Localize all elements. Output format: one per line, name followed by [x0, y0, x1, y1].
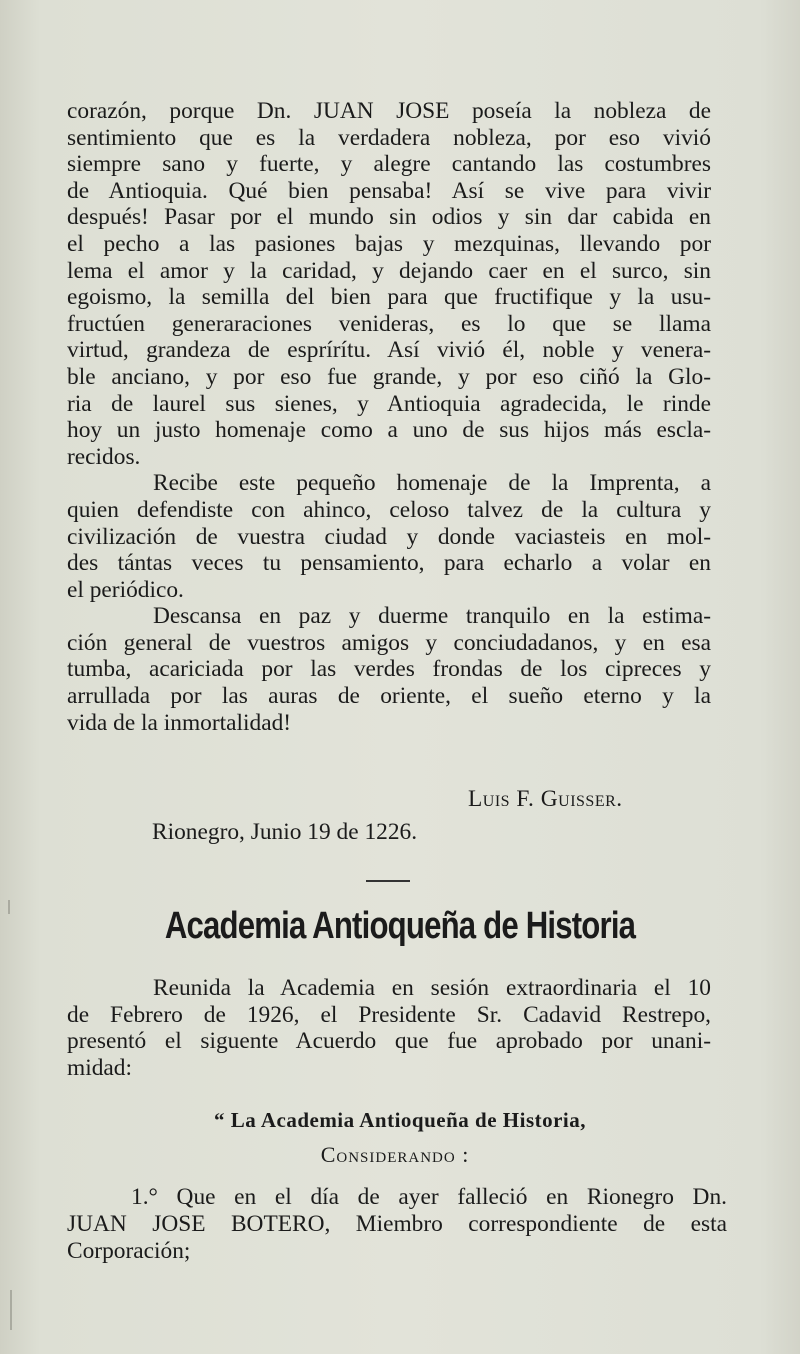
- text-line: hoy un justo homenaje como a uno de sus hijos más escla-: [67, 417, 711, 444]
- section-heading: Academia Antioqueña de Historia: [164, 905, 636, 947]
- text-line: arrullada por las auras de oriente, el sueño eterno y la: [67, 683, 711, 710]
- text-line: civilización de vuestra ciudad y donde vaciasteis en mol-: [67, 523, 711, 550]
- text-line: sentimiento que es la verdadera nobleza, por eso vivió: [67, 124, 711, 151]
- text-line: midad:: [67, 1054, 132, 1081]
- text-line: de Antioquia. Qué bien pensaba! Así se vive para vivir: [67, 177, 711, 204]
- text-line: recidos.: [67, 443, 141, 470]
- text-line: el pecho a las pasiones bajas y mezquinas, llevando por: [67, 230, 711, 257]
- text-line: virtud, grandeza de esprírítu. Así vivió él, noble y venera-: [67, 337, 711, 364]
- clause-body: [67, 1184, 727, 1265]
- section-body: [67, 975, 711, 1081]
- text-line: Corporación;: [67, 1238, 191, 1264]
- text-line: quien defendiste con ahinco, celoso talvez de la cultura y: [67, 496, 711, 523]
- author-signature: Luis F. Guisser.: [468, 786, 623, 812]
- text-line: Descansa en paz y duerme tranquilo en la estima-: [153, 603, 711, 630]
- text-line: después! Pasar por el mundo sin odios y sin dar cabida en: [67, 204, 711, 231]
- text-line: tumba, acariciada por las verdes frondas de los cipreces y: [67, 656, 711, 683]
- text-line: des tántas veces tu pensamiento, para echarlo a volar en: [67, 550, 711, 577]
- considerando-heading: Considerando :: [320, 1142, 470, 1167]
- text-line: siempre sano y fuerte, y alegre cantando las costumbres: [67, 151, 711, 178]
- place-date: Rionegro, Junio 19 de 1226.: [152, 819, 418, 845]
- page-blemish: [10, 1290, 12, 1330]
- text-line: JUAN JOSE BOTERO, Miembro correspondiente de esta: [67, 1211, 727, 1237]
- text-line: ria de laurel sus sienes, y Antioquia agradecida, le rinde: [67, 390, 711, 417]
- text-line: egoismo, la semilla del bien para que fructifique y la usu-: [67, 284, 711, 311]
- article-body: [67, 98, 711, 736]
- text-line: Reunida la Academia en sesión extraordinaria el 10: [153, 975, 711, 1001]
- text-line: ble anciano, y por eso fue grande, y por eso ciñó la Glo-: [67, 363, 711, 390]
- resolution-heading: “ La Academia Antioqueña de Historia,: [213, 1108, 587, 1132]
- text-line: lema el amor y la caridad, y dejando caer en el surco, sin: [67, 257, 711, 284]
- text-line: de Febrero de 1926, el Presidente Sr. Cadavid Restrepo,: [67, 1001, 711, 1028]
- text-line: ción general de vuestros amigos y conciudadanos, y en esa: [67, 629, 711, 656]
- text-line: el periódico.: [67, 576, 184, 603]
- text-line: fructúen generaraciones venideras, es lo que se llama: [67, 310, 711, 337]
- page-blemish: [8, 900, 10, 914]
- text-line: Recibe este pequeño homenaje de la Imprenta, a: [153, 470, 711, 497]
- text-line: 1.° Que en el día de ayer falleció en Rionegro Dn.: [131, 1184, 727, 1210]
- section-divider: [366, 880, 410, 882]
- text-line: presentó el siguente Acuerdo que fue aprobado por unani-: [67, 1028, 711, 1055]
- text-line: corazón, porque Dn. JUAN JOSE poseía la nobleza de: [67, 98, 711, 124]
- text-line: vida de la inmortalidad!: [67, 709, 292, 736]
